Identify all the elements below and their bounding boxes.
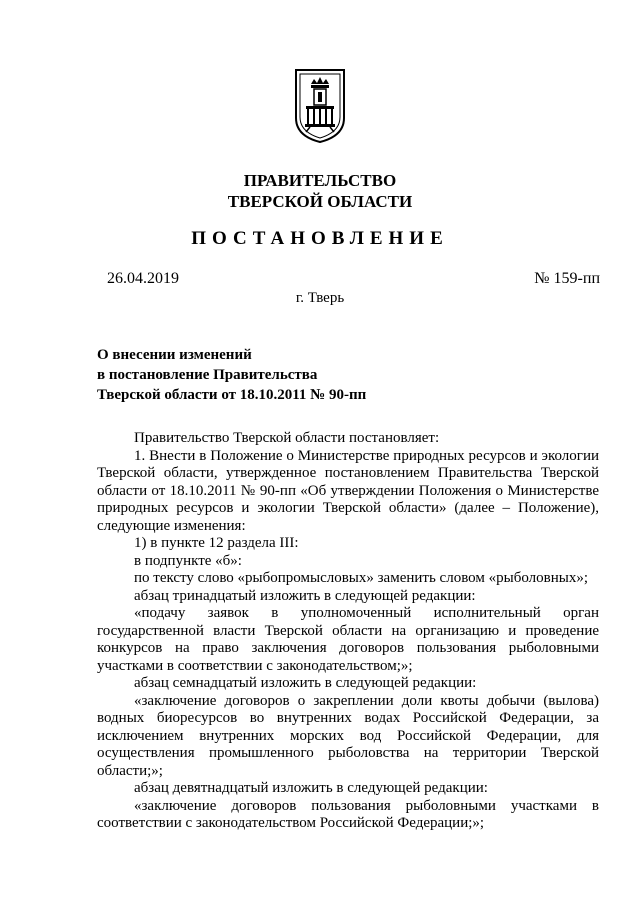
body-paragraph: абзац тринадцатый изложить в следующей редакции: xyxy=(134,587,476,604)
subject-line: О внесении изменений xyxy=(97,347,252,363)
government-title-line2: ТВЕРСКОЙ ОБЛАСТИ xyxy=(227,192,413,211)
body-paragraph: абзац семнадцатый изложить в следующей редакции: xyxy=(134,675,477,691)
body-paragraph: 1) в пункте 12 раздела III: xyxy=(134,535,299,551)
subject-line: Тверской области от 18.10.2011 № 90-пп xyxy=(97,387,367,403)
document-number: № 159-пп xyxy=(534,270,600,287)
body-paragraph: Правительство Тверской области постановляет: xyxy=(134,430,440,446)
document-city: г. Тверь xyxy=(295,290,345,306)
document-date: 26.04.2019 xyxy=(107,270,179,287)
body-paragraph: «заключение договоров пользования рыболовными участками в соответствии с законодательством Российской Федерации;»; xyxy=(97,797,599,831)
body-paragraph: абзац девятнадцатый изложить в следующей редакции: xyxy=(134,780,488,796)
government-title-line1: ПРАВИТЕЛЬСТВО xyxy=(243,171,397,190)
body-paragraph: «заключение договоров о закреплении доли квоты добычи (вылова) водных биоресурсов во внутренних водах Российской Федерации, за исключением внутренних морских вод Российской Федерации, для осуществления промышленного рыболовства на территории Тверской области;»; xyxy=(97,692,599,779)
coat-of-arms-emblem xyxy=(294,68,346,144)
body-paragraph: 1. Внести в Положение о Министерстве природных ресурсов и экологии Тверской области, утвержденное постановлением Правительства Тверской области от 18.10.2011 № 90-пп «Об утверждении Положения о Министерстве природных ресурсов и экологии Тверской области» (далее – Положение), следующие изменения: xyxy=(97,447,599,534)
body-paragraph: по тексту слово «рыбопромысловых» заменить словом «рыболовных»; xyxy=(134,570,588,586)
document-subject xyxy=(97,345,366,405)
subject-line: в постановление Правительства xyxy=(97,367,318,383)
body-paragraph: в подпункте «б»: xyxy=(134,552,242,569)
document-body xyxy=(97,430,599,833)
body-paragraph: «подачу заявок в уполномоченный исполнительный орган государственной власти Тверской области на организацию и проведение конкурсов на право заключения договоров пользования рыболовными участками в соответствии с законодательством;»; xyxy=(97,605,599,674)
document-type-heading: ПОСТАНОВЛЕНИЕ xyxy=(191,228,449,249)
